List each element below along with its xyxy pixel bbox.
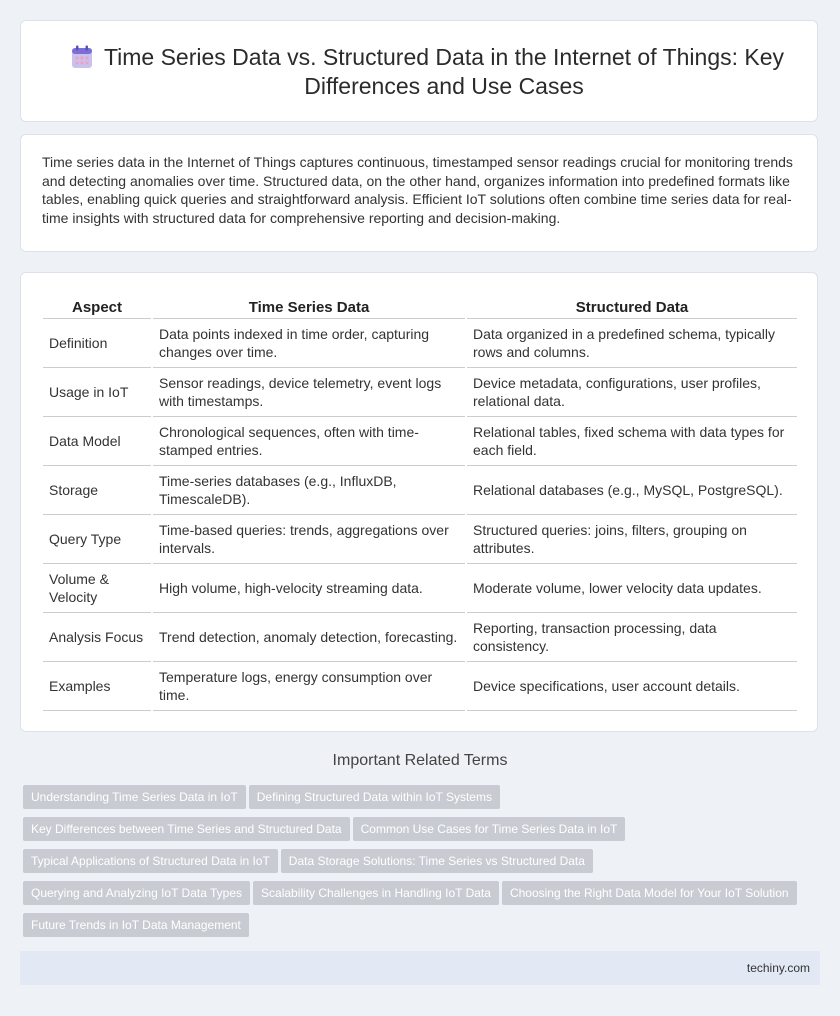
intro-card bbox=[20, 134, 818, 252]
related-term-tag[interactable]: Choosing the Right Data Model for Your IoT Solution bbox=[502, 881, 797, 905]
structured-cell: Structured queries: joins, filters, grouping on attributes. bbox=[467, 515, 797, 564]
aspect-cell: Examples bbox=[43, 662, 151, 711]
page-title: Time Series Data vs. Structured Data in the Internet of Things: Key Differences and Use Cases bbox=[103, 44, 785, 99]
structured-cell: Relational databases (e.g., MySQL, PostgreSQL). bbox=[467, 466, 797, 515]
table-header-row bbox=[43, 297, 797, 319]
structured-cell: Data organized in a predefined schema, typically rows and columns. bbox=[467, 319, 797, 368]
related-terms-list bbox=[23, 785, 803, 945]
related-term-tag[interactable]: Key Differences between Time Series and Structured Data bbox=[23, 817, 350, 841]
footer-site-link[interactable]: techiny.com bbox=[746, 961, 810, 975]
header-structured: Structured Data bbox=[467, 297, 797, 319]
time-series-cell: Time-based queries: trends, aggregations over intervals. bbox=[153, 515, 465, 564]
related-terms-heading: Important Related Terms bbox=[332, 752, 508, 769]
aspect-cell: Volume & Velocity bbox=[43, 564, 151, 613]
structured-cell: Moderate volume, lower velocity data updates. bbox=[467, 564, 797, 613]
header-time-series: Time Series Data bbox=[153, 297, 465, 319]
structured-cell: Reporting, transaction processing, data consistency. bbox=[467, 613, 797, 662]
time-series-cell: Data points indexed in time order, capturing changes over time. bbox=[153, 319, 465, 368]
aspect-cell: Usage in IoT bbox=[43, 368, 151, 417]
intro-text: Time series data in the Internet of Things captures continuous, timestamped sensor readings crucial for monitoring trends and detecting anomalies over time. Structured data, on the other hand, organizes information into predefined formats like tables, enabling quick queries and straightforward analysis. Efficient IoT solutions often combine time series data for real-time insights with structured data for comprehensive reporting and decision-making. bbox=[42, 154, 793, 226]
structured-cell: Device specifications, user account details. bbox=[467, 662, 797, 711]
time-series-cell: Sensor readings, device telemetry, event logs with timestamps. bbox=[153, 368, 465, 417]
table-row bbox=[43, 564, 797, 613]
time-series-cell: Chronological sequences, often with time-stamped entries. bbox=[153, 417, 465, 466]
aspect-cell: Analysis Focus bbox=[43, 613, 151, 662]
footer bbox=[20, 951, 820, 985]
aspect-cell: Storage bbox=[43, 466, 151, 515]
aspect-cell: Data Model bbox=[43, 417, 151, 466]
table-row bbox=[43, 368, 797, 417]
related-term-tag[interactable]: Scalability Challenges in Handling IoT Data bbox=[253, 881, 499, 905]
structured-cell: Relational tables, fixed schema with data types for each field. bbox=[467, 417, 797, 466]
related-term-tag[interactable]: Understanding Time Series Data in IoT bbox=[23, 785, 246, 809]
header-aspect: Aspect bbox=[43, 297, 151, 319]
time-series-cell: Trend detection, anomaly detection, forecasting. bbox=[153, 613, 465, 662]
table-row bbox=[43, 417, 797, 466]
comparison-table bbox=[41, 297, 799, 711]
calendar-icon bbox=[71, 45, 93, 69]
table-row bbox=[43, 466, 797, 515]
related-term-tag[interactable]: Querying and Analyzing IoT Data Types bbox=[23, 881, 250, 905]
header-card bbox=[20, 20, 818, 122]
related-term-tag[interactable]: Common Use Cases for Time Series Data in IoT bbox=[353, 817, 626, 841]
comparison-card bbox=[20, 272, 818, 732]
time-series-cell: Time-series databases (e.g., InfluxDB, TimescaleDB). bbox=[153, 466, 465, 515]
related-term-tag[interactable]: Data Storage Solutions: Time Series vs Structured Data bbox=[281, 849, 593, 873]
table-row bbox=[43, 515, 797, 564]
structured-cell: Device metadata, configurations, user profiles, relational data. bbox=[467, 368, 797, 417]
table-row bbox=[43, 662, 797, 711]
table-row bbox=[43, 319, 797, 368]
aspect-cell: Definition bbox=[43, 319, 151, 368]
aspect-cell: Query Type bbox=[43, 515, 151, 564]
related-term-tag[interactable]: Typical Applications of Structured Data in IoT bbox=[23, 849, 278, 873]
time-series-cell: Temperature logs, energy consumption over time. bbox=[153, 662, 465, 711]
table-row bbox=[43, 613, 797, 662]
related-term-tag[interactable]: Defining Structured Data within IoT Systems bbox=[249, 785, 500, 809]
time-series-cell: High volume, high-velocity streaming data. bbox=[153, 564, 465, 613]
related-term-tag[interactable]: Future Trends in IoT Data Management bbox=[23, 913, 249, 937]
